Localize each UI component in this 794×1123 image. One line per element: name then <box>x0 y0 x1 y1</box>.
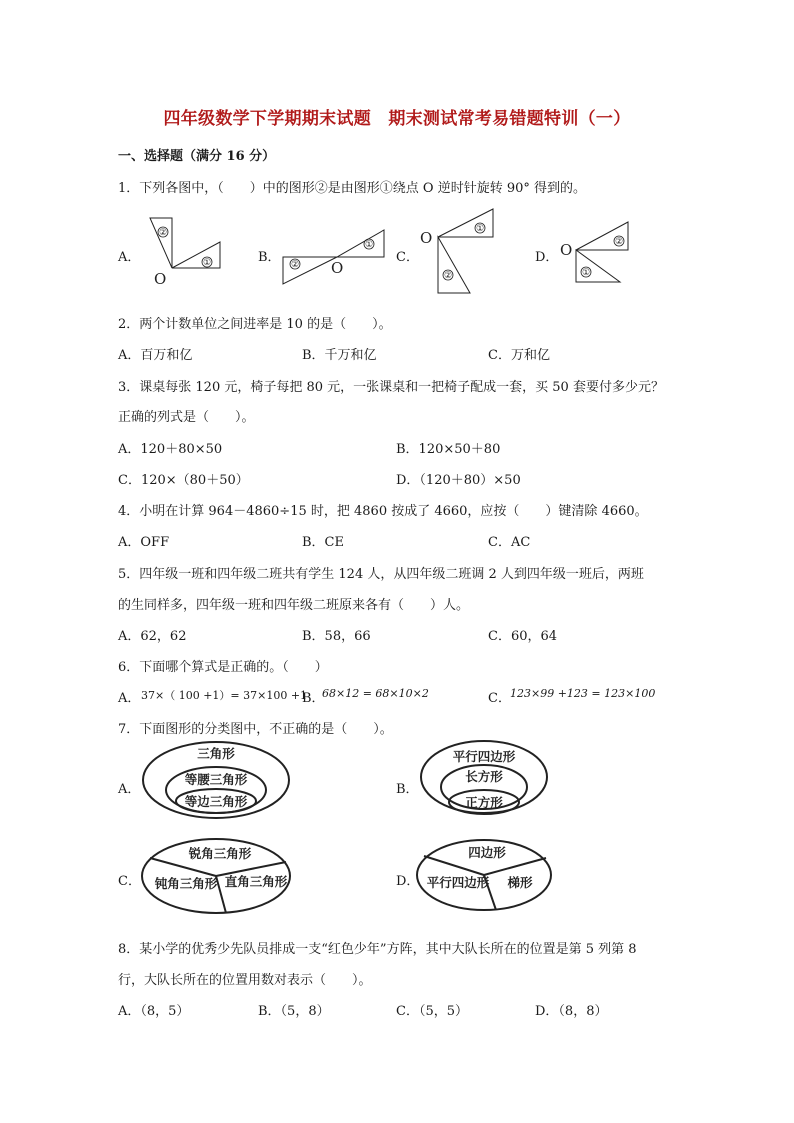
q7-option-a-label[interactable]: A． <box>118 782 141 797</box>
question-3-stem-line1: 3．课桌每张 120 元，椅子每把 80 元，一张课桌和一把椅子配成一套，买 50 套要付多少元？ <box>118 380 664 395</box>
q8-option-c[interactable]: C．（5，5） <box>396 1004 468 1019</box>
question-8-stem-line1: 8．某小学的优秀少先队员排成一支“红色少年”方阵，其中大队长所在的位置是第 5 列第 8 <box>118 942 637 957</box>
q1-c-point-o: O <box>420 229 433 247</box>
q3-option-a[interactable]: A．120＋80×50 <box>118 442 223 457</box>
q7-a-label-inner: 等边三角形 <box>184 794 248 809</box>
q1-a-shape2 <box>150 218 172 268</box>
q2-option-b[interactable]: B．千万和亿 <box>302 348 377 363</box>
q7-d-divider-right <box>484 858 546 875</box>
q1-a-mark2: ② <box>158 228 168 238</box>
question-5-stem-line2: 的生同样多，四年级一班和四年级二班原来各有（ ）人。 <box>118 598 470 613</box>
q7-c-label-top: 锐角三角形 <box>188 846 252 861</box>
q1-c-mark2: ② <box>443 271 453 281</box>
q8-option-b[interactable]: B．（5，8） <box>258 1004 330 1019</box>
q3-option-d[interactable]: D．（120＋80）×50 <box>396 473 521 488</box>
q6-option-c-expression: 123×99 +123 = 123×100 <box>510 687 656 700</box>
q4-option-a[interactable]: A．OFF <box>118 535 170 550</box>
question-6-stem: 6．下面哪个算式是正确的。（ ） <box>118 660 328 675</box>
q7-d-label-left: 平行四边形 <box>426 875 490 890</box>
q2-option-c[interactable]: C．万和亿 <box>488 348 550 363</box>
q5-option-a[interactable]: A．62，62 <box>118 629 187 644</box>
q3-option-c[interactable]: C．120×（80＋50） <box>118 473 249 488</box>
q1-option-b-label[interactable]: B． <box>258 250 281 265</box>
q1-b-mark1: ① <box>364 240 374 250</box>
q1-c-shape1 <box>438 209 493 237</box>
q7-d-label-top: 四边形 <box>468 845 506 860</box>
q6-option-a-expression: 37×（ 100 +1）= 37×100 +1 <box>141 689 308 702</box>
q6-option-b-expression: 68×12 = 68×10×2 <box>322 687 429 700</box>
q7-option-c-label[interactable]: C． <box>118 874 141 889</box>
q1-d-point-o: O <box>560 241 573 259</box>
question-2-stem: 2．两个计数单位之间进率是 10 的是（ ）。 <box>118 317 392 332</box>
q7-a-label-middle: 等腰三角形 <box>184 772 248 787</box>
q1-a-point-o: O <box>154 270 167 288</box>
question-7-stem: 7．下面图形的分类图中，不正确的是（ ）。 <box>118 722 393 737</box>
q6-option-b-label[interactable]: B． <box>302 691 325 706</box>
q1-a-mark1: ① <box>202 258 212 268</box>
q1-option-a-label[interactable]: A． <box>118 250 141 265</box>
q6-option-a-label[interactable]: A． <box>118 691 141 706</box>
q7-a-label-outer: 三角形 <box>197 746 235 761</box>
q4-option-b[interactable]: B．CE <box>302 535 344 550</box>
q1-b-shape1 <box>337 230 384 257</box>
q1-d-mark2: ② <box>614 237 624 247</box>
q1-c-shape2 <box>438 237 470 293</box>
q1-c-mark1: ① <box>475 224 485 234</box>
q7-b-label-outer: 平行四边形 <box>452 749 516 764</box>
q7-d-label-right: 梯形 <box>507 875 533 890</box>
q6-option-c-label[interactable]: C． <box>488 691 511 706</box>
q1-option-d-label[interactable]: D． <box>535 250 559 265</box>
q7-b-label-middle: 长方形 <box>465 769 503 784</box>
question-1-stem: 1．下列各图中，（ ）中的图形②是由图形①绕点 O 逆时针旋转 90° 得到的。 <box>118 181 587 196</box>
question-3-stem-line2: 正确的列式是（ ）。 <box>118 410 255 425</box>
question-8-stem-line2: 行，大队长所在的位置用数对表示（ ）。 <box>118 973 372 988</box>
q8-option-d[interactable]: D．（8，8） <box>535 1004 608 1019</box>
q7-c-label-right: 直角三角形 <box>224 874 288 889</box>
page-title: 四年级数学下学期期末试题 期末测试常考易错题特训（一） <box>163 109 631 129</box>
q7-option-d-label[interactable]: D． <box>396 874 420 889</box>
q1-option-c-label[interactable]: C． <box>396 250 419 265</box>
q1-a-shape1 <box>172 242 220 268</box>
q7-c-label-left: 钝角三角形 <box>154 876 218 891</box>
q7-b-label-inner: 正方形 <box>465 795 503 810</box>
section-heading: 一、选择题（满分 16 分） <box>118 149 276 164</box>
q1-b-mark2: ② <box>290 260 300 270</box>
question-4-stem: 4．小明在计算 964－4860÷15 时，把 4860 按成了 4660，应按（ ）键清除 4660。 <box>118 504 648 519</box>
q1-b-point-o: O <box>331 259 344 277</box>
q5-option-b[interactable]: B．58，66 <box>302 629 371 644</box>
q3-option-b[interactable]: B．120×50＋80 <box>396 442 501 457</box>
q2-option-a[interactable]: A．百万和亿 <box>118 348 193 363</box>
q1-d-mark1: ① <box>581 268 591 278</box>
q7-option-b-label[interactable]: B． <box>396 782 419 797</box>
q8-option-a[interactable]: A．（8，5） <box>118 1004 190 1019</box>
question-5-stem-line1: 5．四年级一班和四年级二班共有学生 124 人，从四年级二班调 2 人到四年级一班后，两班 <box>118 567 644 582</box>
q4-option-c[interactable]: C．AC <box>488 535 531 550</box>
q5-option-c[interactable]: C．60，64 <box>488 629 558 644</box>
q1-figures <box>0 0 794 330</box>
q7-diagrams <box>0 730 794 920</box>
